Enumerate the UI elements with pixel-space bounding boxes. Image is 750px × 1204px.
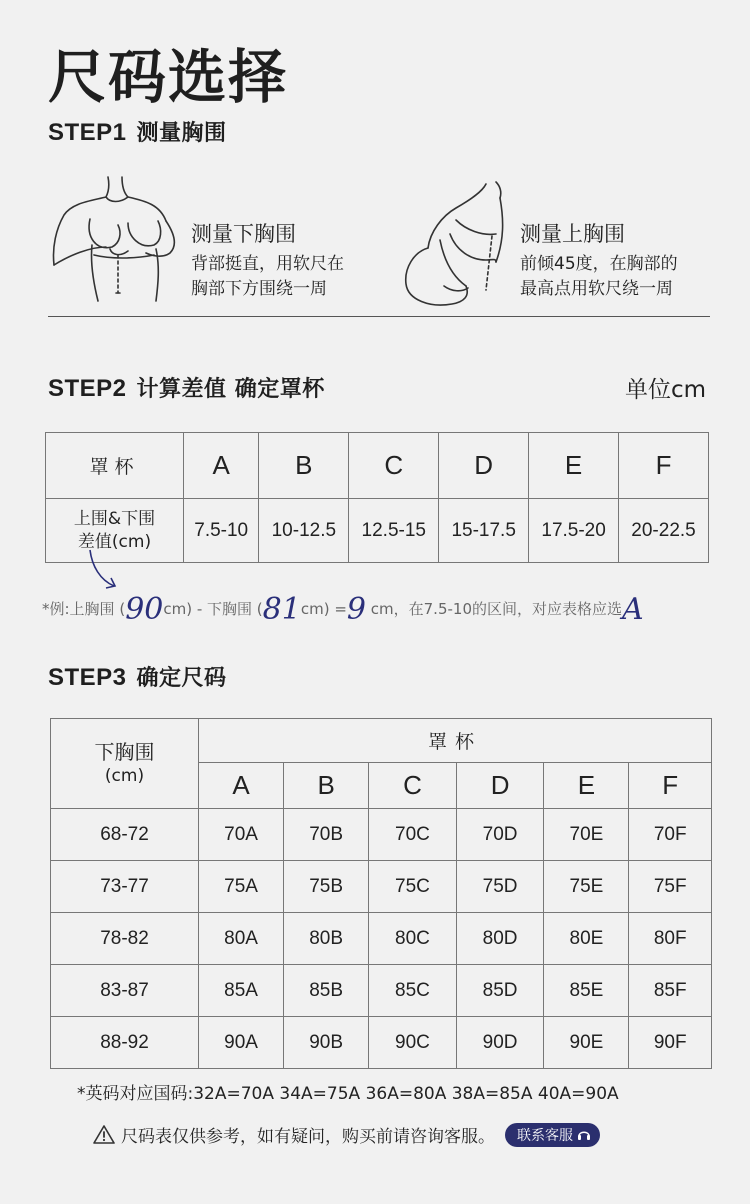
step2-label: 计算差值 确定罩杯 bbox=[136, 377, 325, 402]
cup-header-d: D bbox=[439, 433, 529, 499]
size-cell: 75A bbox=[199, 861, 284, 913]
size-cell: 80B bbox=[284, 913, 369, 965]
table-row bbox=[51, 861, 712, 913]
size-header-row bbox=[51, 719, 712, 763]
step1-number: STEP1 bbox=[48, 119, 127, 146]
size-cell: 70E bbox=[544, 809, 629, 861]
size-cell: 85C bbox=[369, 965, 457, 1017]
band-range: 88-92 bbox=[51, 1017, 199, 1069]
size-cup-d: D bbox=[456, 763, 544, 809]
cup-header-b: B bbox=[259, 433, 349, 499]
size-cell: 75D bbox=[456, 861, 544, 913]
size-cell: 80D bbox=[456, 913, 544, 965]
under-bust-title: 测量下胸围 bbox=[191, 222, 296, 246]
example-diff-value: 9 bbox=[346, 592, 366, 627]
size-cell: 80F bbox=[629, 913, 712, 965]
under-bust-desc bbox=[191, 252, 344, 302]
example-prefix: *例:上胸围 ( bbox=[42, 600, 126, 618]
band-header bbox=[51, 719, 199, 809]
section-divider bbox=[48, 316, 710, 317]
cup-header-f: F bbox=[619, 433, 709, 499]
size-cell: 70A bbox=[199, 809, 284, 861]
size-cell: 75F bbox=[629, 861, 712, 913]
contact-service-button[interactable] bbox=[505, 1123, 600, 1147]
over-bust-desc-line1: 前倾45度，在胸部的 bbox=[520, 254, 678, 274]
example-cup-value: A bbox=[621, 592, 644, 627]
size-cell: 75C bbox=[369, 861, 457, 913]
size-cell: 90E bbox=[544, 1017, 629, 1069]
size-cell: 85F bbox=[629, 965, 712, 1017]
size-cell: 70B bbox=[284, 809, 369, 861]
band-header-unit: (cm) bbox=[104, 765, 145, 786]
example-text-1: cm) - 下胸围 ( bbox=[163, 600, 263, 618]
difference-range-f: 20-22.5 bbox=[619, 499, 709, 563]
over-bust-desc bbox=[520, 252, 678, 302]
size-cell: 80C bbox=[369, 913, 457, 965]
band-header-label: 下胸围 bbox=[94, 739, 155, 764]
footer-text: 尺码表仅供参考，如有疑问，购买前请咨询客服。 bbox=[121, 1127, 495, 1147]
example-calculation bbox=[42, 592, 644, 627]
size-cup-e: E bbox=[544, 763, 629, 809]
under-bust-illustration bbox=[50, 175, 190, 303]
example-text-2: cm) = bbox=[300, 600, 347, 618]
difference-range-b: 10-12.5 bbox=[259, 499, 349, 563]
arrow-pointer-icon bbox=[86, 548, 120, 592]
cup-header-label: 罩杯 bbox=[46, 433, 184, 499]
size-cell: 90C bbox=[369, 1017, 457, 1069]
difference-label-line1: 上围&下围 bbox=[73, 508, 156, 529]
over-bust-desc-line2: 最高点用软尺绕一周 bbox=[520, 279, 673, 299]
band-range: 83-87 bbox=[51, 965, 199, 1017]
page-title: 尺码选择 bbox=[48, 43, 289, 111]
size-cell: 85B bbox=[284, 965, 369, 1017]
table-row bbox=[51, 913, 712, 965]
band-range: 73-77 bbox=[51, 861, 199, 913]
size-cell: 90B bbox=[284, 1017, 369, 1069]
under-bust-desc-line2: 胸部下方围绕一周 bbox=[191, 279, 327, 299]
example-text-3: cm，在7.5-10的区间，对应表格应选 bbox=[366, 600, 622, 618]
size-cup-a: A bbox=[199, 763, 284, 809]
size-cell: 80A bbox=[199, 913, 284, 965]
table-row bbox=[51, 965, 712, 1017]
size-cell: 85A bbox=[199, 965, 284, 1017]
step3-label: 确定尺码 bbox=[136, 666, 227, 691]
example-under-value: 81 bbox=[262, 592, 301, 627]
difference-row bbox=[46, 499, 709, 563]
size-cell: 85D bbox=[456, 965, 544, 1017]
cup-difference-table bbox=[45, 432, 709, 563]
over-bust-title: 测量上胸围 bbox=[520, 222, 625, 246]
difference-range-c: 12.5-15 bbox=[349, 499, 439, 563]
headset-icon bbox=[576, 1127, 592, 1143]
difference-range-e: 17.5-20 bbox=[529, 499, 619, 563]
cup-header-a: A bbox=[184, 433, 259, 499]
size-cell: 70F bbox=[629, 809, 712, 861]
size-cell: 90A bbox=[199, 1017, 284, 1069]
step1-heading bbox=[48, 116, 227, 147]
difference-range-a: 7.5-10 bbox=[184, 499, 259, 563]
table-row bbox=[51, 1017, 712, 1069]
contact-service-label: 联系客服 bbox=[517, 1127, 573, 1144]
size-cell: 85E bbox=[544, 965, 629, 1017]
footer-disclaimer bbox=[93, 1122, 600, 1147]
size-cell: 70D bbox=[456, 809, 544, 861]
cup-group-header: 罩杯 bbox=[199, 719, 712, 763]
cup-header-e: E bbox=[529, 433, 619, 499]
table-row bbox=[51, 809, 712, 861]
under-bust-desc-line1: 背部挺直，用软尺在 bbox=[191, 254, 344, 274]
difference-label-line2: 差值(cm) bbox=[77, 531, 152, 552]
size-cell: 80E bbox=[544, 913, 629, 965]
difference-range-d: 15-17.5 bbox=[439, 499, 529, 563]
cup-header-c: C bbox=[349, 433, 439, 499]
size-conversion-note: *英码对应国码:32A=70A 34A=75A 36A=80A 38A=85A 40A=90A bbox=[77, 1084, 619, 1104]
step3-number: STEP3 bbox=[48, 664, 127, 691]
size-cup-b: B bbox=[284, 763, 369, 809]
size-cell: 75E bbox=[544, 861, 629, 913]
example-over-value: 90 bbox=[125, 592, 164, 627]
size-cell: 70C bbox=[369, 809, 457, 861]
size-cell: 90F bbox=[629, 1017, 712, 1069]
unit-label: 单位cm bbox=[624, 377, 706, 403]
size-cup-f: F bbox=[629, 763, 712, 809]
band-range: 68-72 bbox=[51, 809, 199, 861]
over-bust-illustration bbox=[400, 180, 515, 308]
step2-heading bbox=[48, 372, 325, 403]
size-cell: 90D bbox=[456, 1017, 544, 1069]
size-cell: 75B bbox=[284, 861, 369, 913]
step2-number: STEP2 bbox=[48, 375, 127, 402]
size-table bbox=[50, 718, 712, 1069]
cup-header-row bbox=[46, 433, 709, 499]
warning-icon bbox=[93, 1124, 115, 1146]
step1-label: 测量胸围 bbox=[136, 121, 227, 146]
step3-heading bbox=[48, 661, 227, 692]
band-range: 78-82 bbox=[51, 913, 199, 965]
size-cup-c: C bbox=[369, 763, 457, 809]
